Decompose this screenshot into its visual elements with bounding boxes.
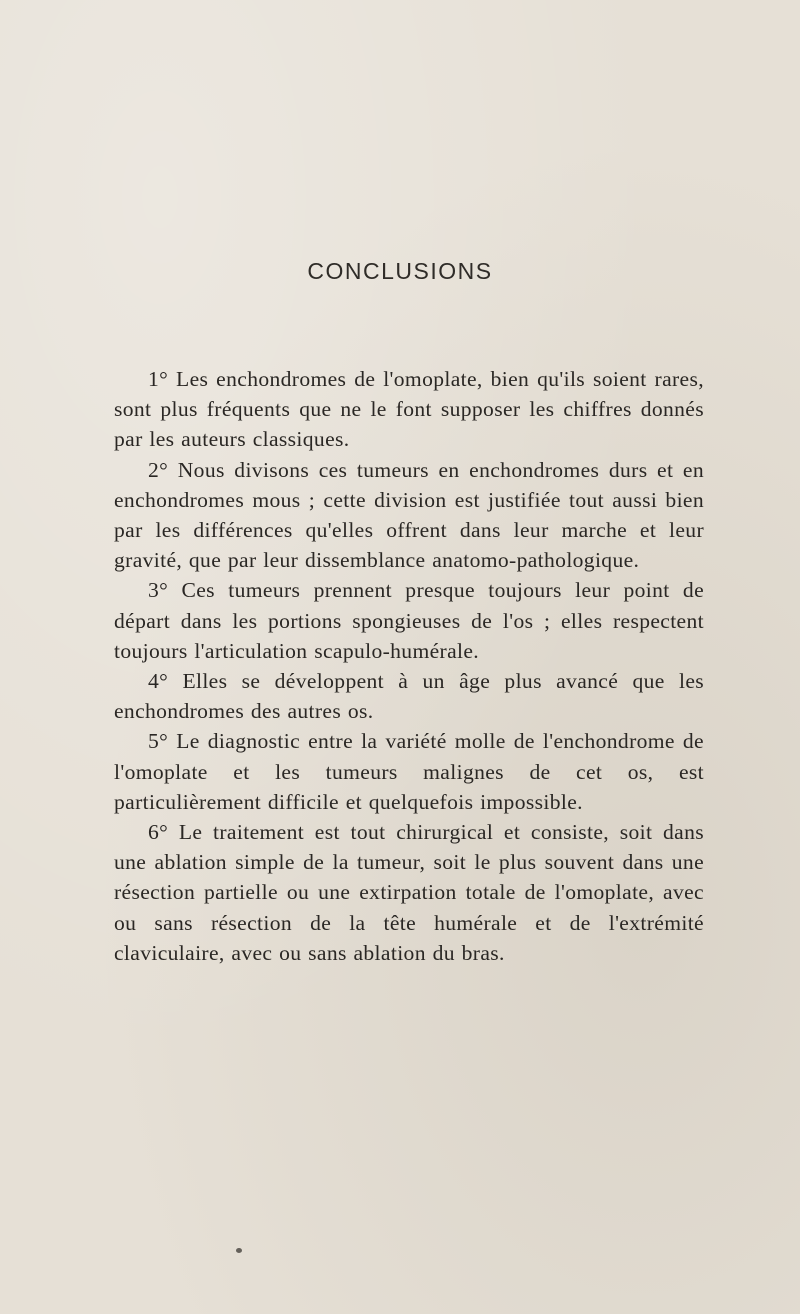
paragraph-number: 6°	[148, 820, 169, 845]
paragraph-text: Ces tumeurs prennent presque toujours leur point de départ dans les portions spongieuses de l'os ; elles respectent toujours l'articulation scapulo-humérale.	[114, 578, 705, 663]
paragraph-text: Nous divisons ces tumeurs en enchondromes durs et en enchondromes mous ; cette division est justifiée tout aussi bien par les différences qu'elles offrent dans leur marche et leur gravité, que par leur dissemblance anatomo-pathologique.	[114, 457, 704, 573]
paragraph-number: 5°	[148, 729, 169, 754]
paragraph-text: Elles se développent à un âge plus avancé que les enchondromes des autres os.	[114, 669, 705, 724]
conclusion-paragraph-6	[114, 817, 704, 968]
conclusion-paragraph-1	[114, 364, 704, 455]
paragraph-text: Les enchondromes de l'omoplate, bien qu'ils soient rares, sont plus fréquents que ne le font supposer les chiffres donnés par les auteurs classiques.	[114, 367, 704, 452]
paragraph-number: 1°	[148, 367, 169, 391]
conclusion-paragraph-4	[114, 666, 704, 726]
conclusions-list	[114, 364, 704, 968]
paragraph-number: 3°	[148, 578, 169, 603]
paragraph-number: 2°	[148, 457, 169, 482]
conclusion-paragraph-3	[114, 575, 704, 666]
paragraph-text: Le diagnostic entre la variété molle de l'enchondrome de l'omoplate et les tumeurs malignes de cet os, est particulièrement difficile et quelquefois impossible.	[114, 729, 704, 814]
conclusion-paragraph-2	[114, 455, 704, 576]
paragraph-text: Le traitement est tout chirurgical et consiste, soit dans une ablation simple de la tumeur, soit le plus souvent dans une résection partielle ou une extirpation totale de l'omoplate, avec ou sans résection de la tête humérale et de l'extrémité claviculaire, avec ou sans ablation du bras.	[114, 820, 705, 965]
conclusion-paragraph-5	[114, 726, 704, 817]
paragraph-number: 4°	[148, 669, 169, 694]
ink-speck	[236, 1248, 242, 1253]
page-title: CONCLUSIONS	[307, 258, 493, 284]
